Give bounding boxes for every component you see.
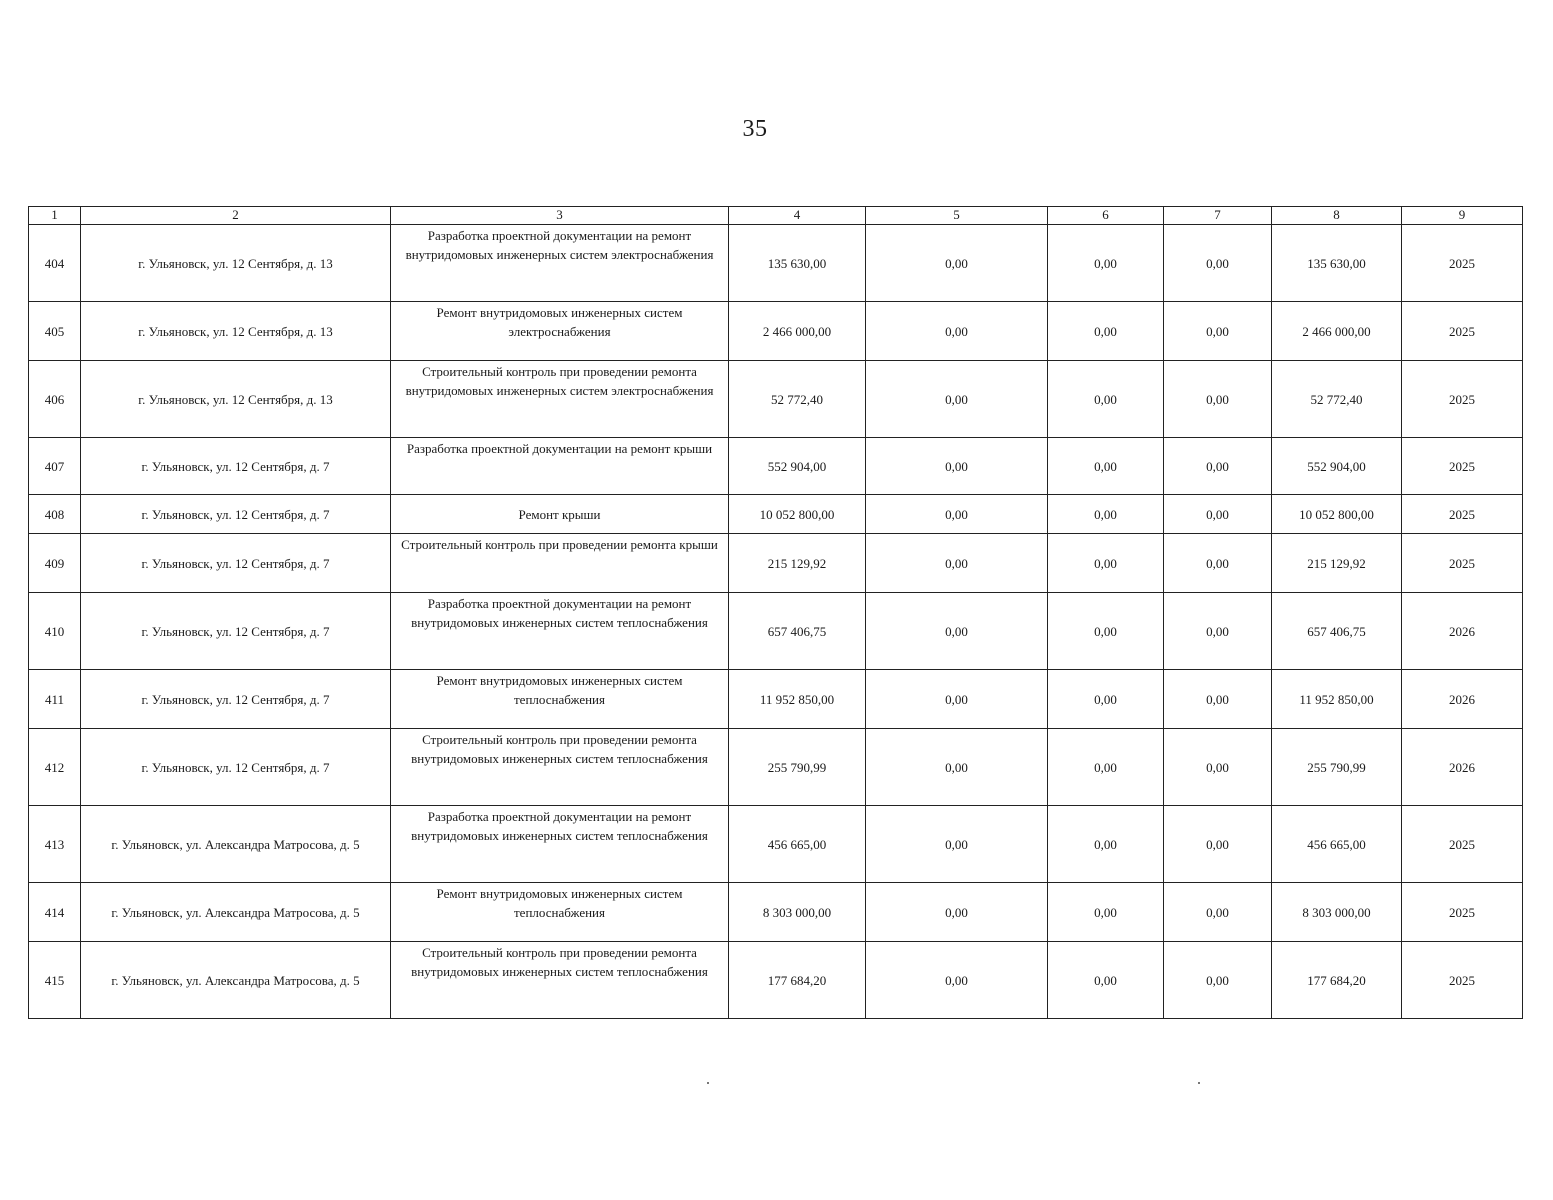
work-type-cell: Ремонт внутридомовых инженерных систем электроснабжения [391, 302, 729, 361]
row-number: 410 [29, 593, 81, 670]
cost-cell: 657 406,75 [729, 593, 866, 670]
cost-cell: 52 772,40 [729, 361, 866, 438]
work-type-cell: Разработка проектной документации на ремонт внутридомовых инженерных систем электроснабжения [391, 225, 729, 302]
value-cell: 0,00 [866, 361, 1048, 438]
total-cell: 10 052 800,00 [1272, 495, 1402, 534]
table-row [29, 593, 1523, 670]
address-cell: г. Ульяновск, ул. Александра Матросова, д. 5 [81, 806, 391, 883]
table-row [29, 438, 1523, 495]
page-number: 35 [742, 116, 768, 142]
table-row [29, 670, 1523, 729]
work-type-cell: Разработка проектной документации на ремонт внутридомовых инженерных систем теплоснабжения [391, 593, 729, 670]
value-cell: 0,00 [1048, 225, 1164, 302]
address-cell: г. Ульяновск, ул. 12 Сентября, д. 7 [81, 438, 391, 495]
work-type-cell: Ремонт внутридомовых инженерных систем теплоснабжения [391, 670, 729, 729]
row-number: 415 [29, 942, 81, 1019]
column-header: 5 [866, 207, 1048, 225]
work-type-cell: Строительный контроль при проведении ремонта крыши [391, 534, 729, 593]
value-cell: 0,00 [1048, 670, 1164, 729]
value-cell: 0,00 [1164, 302, 1272, 361]
value-cell: 0,00 [1164, 670, 1272, 729]
address-cell: г. Ульяновск, ул. 12 Сентября, д. 7 [81, 729, 391, 806]
address-cell: г. Ульяновск, ул. 12 Сентября, д. 7 [81, 670, 391, 729]
year-cell: 2025 [1402, 495, 1523, 534]
value-cell: 0,00 [866, 593, 1048, 670]
total-cell: 552 904,00 [1272, 438, 1402, 495]
row-number: 414 [29, 883, 81, 942]
total-cell: 456 665,00 [1272, 806, 1402, 883]
total-cell: 11 952 850,00 [1272, 670, 1402, 729]
table-row [29, 302, 1523, 361]
cost-cell: 10 052 800,00 [729, 495, 866, 534]
scan-speck [707, 1082, 709, 1084]
cost-cell: 8 303 000,00 [729, 883, 866, 942]
value-cell: 0,00 [866, 534, 1048, 593]
value-cell: 0,00 [866, 225, 1048, 302]
value-cell: 0,00 [866, 729, 1048, 806]
table-row [29, 225, 1523, 302]
table-row [29, 729, 1523, 806]
year-cell: 2026 [1402, 593, 1523, 670]
cost-cell: 135 630,00 [729, 225, 866, 302]
value-cell: 0,00 [866, 670, 1048, 729]
works-table [28, 206, 1523, 1019]
header-row [29, 207, 1523, 225]
value-cell: 0,00 [1048, 302, 1164, 361]
value-cell: 0,00 [1048, 806, 1164, 883]
row-number: 407 [29, 438, 81, 495]
work-type-cell: Строительный контроль при проведении ремонта внутридомовых инженерных систем электроснабжения [391, 361, 729, 438]
row-number: 404 [29, 225, 81, 302]
address-cell: г. Ульяновск, ул. 12 Сентября, д. 7 [81, 495, 391, 534]
row-number: 413 [29, 806, 81, 883]
table-row [29, 942, 1523, 1019]
row-number: 408 [29, 495, 81, 534]
total-cell: 177 684,20 [1272, 942, 1402, 1019]
work-type-cell: Строительный контроль при проведении ремонта внутридомовых инженерных систем теплоснабжения [391, 729, 729, 806]
table-row [29, 883, 1523, 942]
column-header: 7 [1164, 207, 1272, 225]
value-cell: 0,00 [866, 495, 1048, 534]
row-number: 409 [29, 534, 81, 593]
year-cell: 2025 [1402, 534, 1523, 593]
cost-cell: 2 466 000,00 [729, 302, 866, 361]
value-cell: 0,00 [866, 438, 1048, 495]
year-cell: 2025 [1402, 883, 1523, 942]
cost-cell: 215 129,92 [729, 534, 866, 593]
address-cell: г. Ульяновск, ул. Александра Матросова, д. 5 [81, 942, 391, 1019]
cost-cell: 456 665,00 [729, 806, 866, 883]
total-cell: 8 303 000,00 [1272, 883, 1402, 942]
work-type-cell: Разработка проектной документации на ремонт внутридомовых инженерных систем теплоснабжения [391, 806, 729, 883]
value-cell: 0,00 [866, 942, 1048, 1019]
value-cell: 0,00 [1164, 495, 1272, 534]
column-header: 4 [729, 207, 866, 225]
table-row [29, 361, 1523, 438]
value-cell: 0,00 [1164, 806, 1272, 883]
value-cell: 0,00 [1048, 495, 1164, 534]
cost-cell: 255 790,99 [729, 729, 866, 806]
value-cell: 0,00 [866, 302, 1048, 361]
total-cell: 215 129,92 [1272, 534, 1402, 593]
total-cell: 657 406,75 [1272, 593, 1402, 670]
value-cell: 0,00 [1048, 883, 1164, 942]
value-cell: 0,00 [1048, 942, 1164, 1019]
cost-cell: 11 952 850,00 [729, 670, 866, 729]
cost-cell: 177 684,20 [729, 942, 866, 1019]
value-cell: 0,00 [1164, 883, 1272, 942]
value-cell: 0,00 [1048, 534, 1164, 593]
value-cell: 0,00 [866, 883, 1048, 942]
address-cell: г. Ульяновск, ул. Александра Матросова, д. 5 [81, 883, 391, 942]
year-cell: 2026 [1402, 729, 1523, 806]
row-number: 405 [29, 302, 81, 361]
year-cell: 2025 [1402, 438, 1523, 495]
value-cell: 0,00 [1164, 534, 1272, 593]
column-header: 3 [391, 207, 729, 225]
work-type-cell: Ремонт крыши [391, 495, 729, 534]
column-header: 8 [1272, 207, 1402, 225]
year-cell: 2025 [1402, 806, 1523, 883]
year-cell: 2025 [1402, 225, 1523, 302]
table-row [29, 534, 1523, 593]
value-cell: 0,00 [1164, 361, 1272, 438]
work-type-cell: Разработка проектной документации на ремонт крыши [391, 438, 729, 495]
value-cell: 0,00 [1048, 729, 1164, 806]
column-header: 1 [29, 207, 81, 225]
work-type-cell: Ремонт внутридомовых инженерных систем теплоснабжения [391, 883, 729, 942]
address-cell: г. Ульяновск, ул. 12 Сентября, д. 7 [81, 534, 391, 593]
work-type-cell: Строительный контроль при проведении ремонта внутридомовых инженерных систем теплоснабжения [391, 942, 729, 1019]
value-cell: 0,00 [1164, 593, 1272, 670]
value-cell: 0,00 [1164, 729, 1272, 806]
total-cell: 255 790,99 [1272, 729, 1402, 806]
column-header: 2 [81, 207, 391, 225]
value-cell: 0,00 [1164, 942, 1272, 1019]
column-header: 6 [1048, 207, 1164, 225]
year-cell: 2025 [1402, 302, 1523, 361]
value-cell: 0,00 [1048, 593, 1164, 670]
year-cell: 2026 [1402, 670, 1523, 729]
value-cell: 0,00 [1164, 438, 1272, 495]
column-header: 9 [1402, 207, 1523, 225]
year-cell: 2025 [1402, 361, 1523, 438]
address-cell: г. Ульяновск, ул. 12 Сентября, д. 13 [81, 361, 391, 438]
total-cell: 135 630,00 [1272, 225, 1402, 302]
scan-speck [1198, 1082, 1200, 1084]
table-row [29, 806, 1523, 883]
row-number: 406 [29, 361, 81, 438]
value-cell: 0,00 [1164, 225, 1272, 302]
value-cell: 0,00 [1048, 361, 1164, 438]
total-cell: 2 466 000,00 [1272, 302, 1402, 361]
year-cell: 2025 [1402, 942, 1523, 1019]
address-cell: г. Ульяновск, ул. 12 Сентября, д. 13 [81, 302, 391, 361]
address-cell: г. Ульяновск, ул. 12 Сентября, д. 7 [81, 593, 391, 670]
value-cell: 0,00 [866, 806, 1048, 883]
row-number: 412 [29, 729, 81, 806]
address-cell: г. Ульяновск, ул. 12 Сентября, д. 13 [81, 225, 391, 302]
row-number: 411 [29, 670, 81, 729]
total-cell: 52 772,40 [1272, 361, 1402, 438]
cost-cell: 552 904,00 [729, 438, 866, 495]
table-row [29, 495, 1523, 534]
value-cell: 0,00 [1048, 438, 1164, 495]
